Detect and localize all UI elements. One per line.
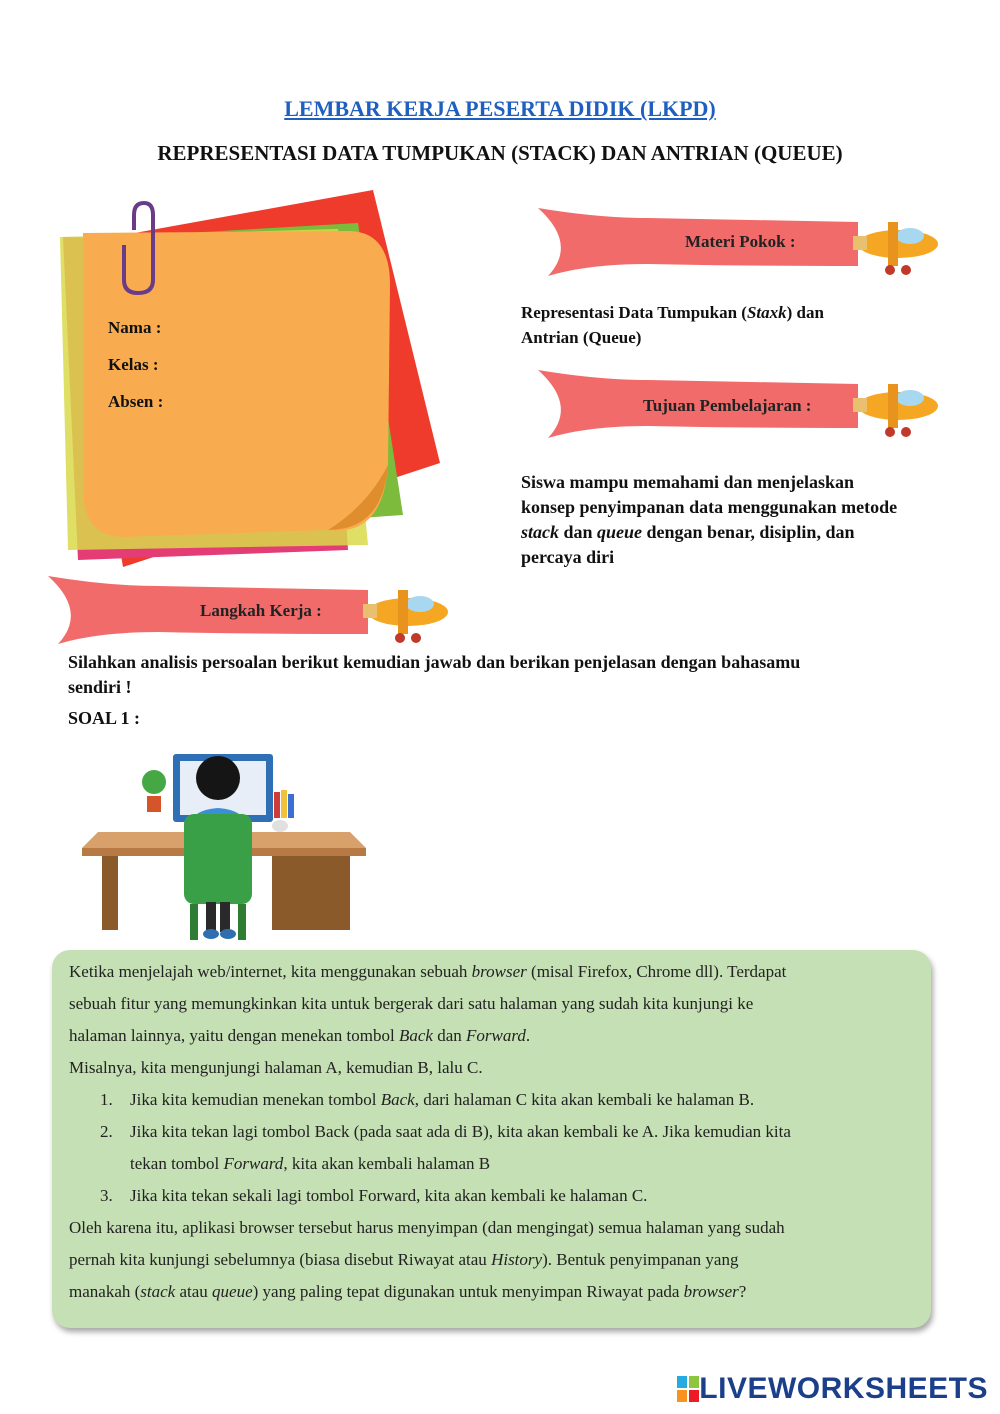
page-subtitle: REPRESENTASI DATA TUMPUKAN (STACK) DAN ANTRIAN (QUEUE) (157, 141, 843, 165)
list-item: tekan tombol Forward, kita akan kembali halaman B (130, 1154, 491, 1173)
problem-line: sebuah fitur yang memungkinkan kita untuk bergerak dari satu halaman yang sudah kita kunjungi ke (69, 994, 754, 1013)
problem-question: manakah (stack atau queue) yang paling tepat digunakan untuk menyimpan Riwayat pada browser? (69, 1282, 747, 1301)
list-item: Jika kita kemudian menekan tombol Back, dari halaman C kita akan kembali ke halaman B. (130, 1090, 755, 1109)
page-title: LEMBAR KERJA PESERTA DIDIK (LKPD) (284, 96, 716, 121)
tujuan-text: Siswa mampu memahami dan menjelaskan konsep penyimpanan data menggunakan metode stack dan queue dengan benar, disiplin, dan percaya diri (521, 472, 898, 567)
problem-box (52, 950, 931, 1328)
materi-ribbon-label: Materi Pokok : (685, 232, 796, 251)
list-item-number: 3. (100, 1186, 113, 1205)
list-item-number: 1. (100, 1090, 113, 1109)
list-item-number: 2. (100, 1122, 113, 1141)
airplane-icon (363, 590, 448, 643)
problem-line: halaman lainnya, yaitu dengan menekan tombol Back dan Forward. (69, 1026, 531, 1045)
liveworksheets-logo-icon (677, 1376, 699, 1402)
mouse-icon (272, 820, 288, 832)
problem-line: Oleh karena itu, aplikasi browser tersebut harus menyimpan (dan mengingat) semua halaman yang sudah (69, 1218, 785, 1237)
problem-line: Ketika menjelajah web/internet, kita menggunakan sebuah browser (misal Firefox, Chrome dll). Terdapat (69, 962, 787, 981)
name-label: Nama : (108, 318, 162, 337)
chair-back (184, 814, 252, 904)
list-item: Jika kita tekan sekali lagi tombol Forward, kita akan kembali ke halaman C. (130, 1186, 648, 1205)
problem-line: Misalnya, kita mengunjungi halaman A, kemudian B, lalu C. (69, 1058, 483, 1077)
student-at-computer-illustration (78, 752, 368, 942)
logo-text: LIVEWORKSHEETS (699, 1372, 988, 1405)
liveworksheets-logo[interactable] (677, 1372, 988, 1406)
sticky-notes-illustration (28, 185, 448, 580)
instruction-text: Silahkan analisis persoalan berikut kemudian jawab dan berikan penjelasan dengan bahasamu sendiri ! (68, 652, 801, 697)
class-label: Kelas : (108, 355, 159, 374)
orange-note (83, 231, 390, 537)
list-item: Jika kita tekan lagi tombol Back (pada saat ada di B), kita akan kembali ke A. Jika kemudian kita (130, 1122, 791, 1141)
soal-label: SOAL 1 : (68, 708, 141, 728)
problem-line: pernah kita kunjungi sebelumnya (biasa disebut Riwayat atau History). Bentuk penyimpanan yang (69, 1250, 739, 1269)
materi-text: Representasi Data Tumpukan (Staxk) dan Antrian (Queue) (521, 303, 824, 347)
potted-plant-icon (142, 770, 166, 812)
absen-label: Absen : (108, 392, 164, 411)
tujuan-ribbon-label: Tujuan Pembelajaran : (643, 396, 812, 415)
langkah-ribbon-label: Langkah Kerja : (200, 601, 322, 620)
airplane-icon (853, 222, 938, 275)
airplane-icon (853, 384, 938, 437)
